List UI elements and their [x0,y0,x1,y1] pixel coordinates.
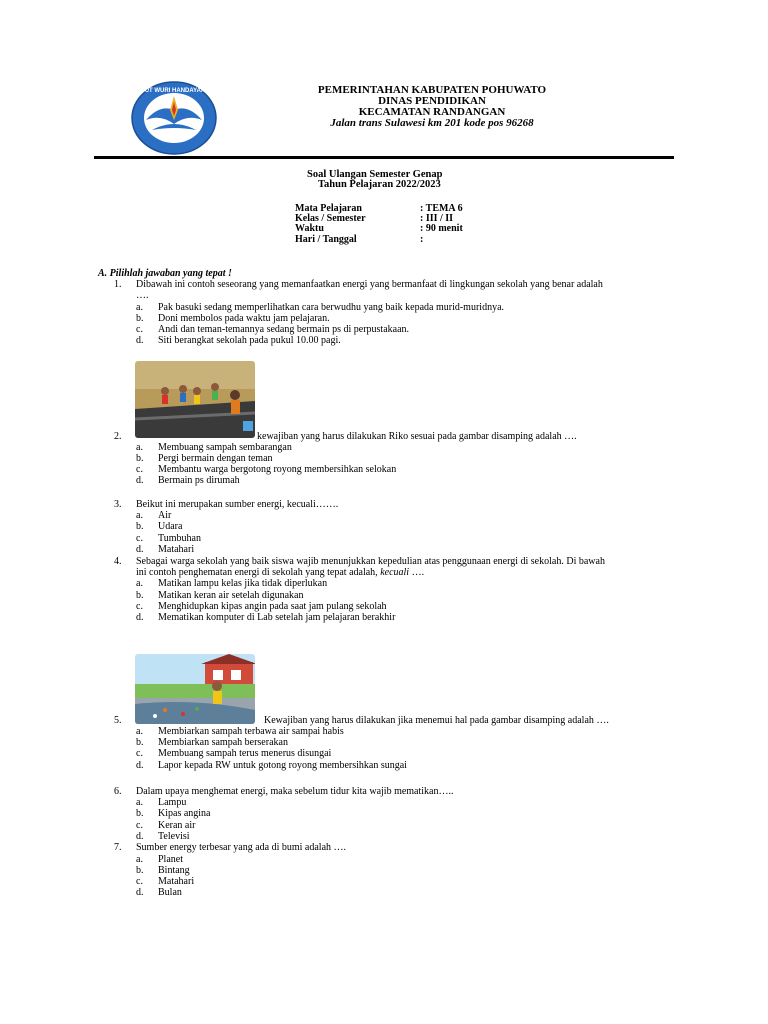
option-text: Matahari [158,544,195,555]
info-label: Waktu [295,223,324,234]
option-letter: a. [136,578,143,589]
info-value: : 90 menit [420,223,463,234]
option-text: Membantu warga bergotong royong membersihkan selokan [158,464,397,475]
option-letter: c. [136,533,143,544]
littered-river-illustration [135,654,255,724]
info-value: : TEMA 6 [420,203,463,214]
option-text: Bulan [158,887,182,898]
option-letter: b. [136,453,144,464]
option-text: Membiarkan sampah terbawa air sampai habis [158,726,344,737]
option-letter: a. [136,302,143,313]
tut-wuri-handayani-logo [130,80,218,156]
option-letter: a. [136,726,143,737]
option-letter: c. [136,748,143,759]
option-text: Mematikan komputer di Lab setelah jam pelajaran berakhir [158,612,396,623]
option-letter: d. [136,887,144,898]
option-text: Bermain ps dirumah [158,475,240,486]
option-text: Lapor kepada RW untuk gotong royong membersihkan sungai [158,760,407,771]
option-letter: d. [136,612,144,623]
option-letter: c. [136,601,143,612]
option-text: Televisi [158,831,190,842]
question-text-emphasis: kecuali [380,567,410,578]
option-letter: d. [136,831,144,842]
option-letter: a. [136,510,143,521]
info-label: Hari / Tanggal [295,234,357,245]
option-letter: b. [136,737,144,748]
option-text: Kipas angina [158,808,211,819]
question-number: 1. [114,279,122,290]
option-text: Menghidupkan kipas angin pada saat jam pulang sekolah [158,601,387,612]
exam-title: Soal Ulangan Semester Genap [307,169,443,180]
question-text: Dibawah ini contoh seseorang yang memanfaatkan energi yang bermanfaat di lingkungan sekolah yang benar adalah [136,279,603,290]
option-text: Planet [158,854,183,865]
question-text-end: …. [411,567,425,578]
option-text: Andi dan teman-temannya sedang bermain ps di perpustakaan. [158,324,410,335]
option-letter: b. [136,865,144,876]
question-text: Sumber energy terbesar yang ada di bumi adalah …. [136,842,347,853]
option-text: Membiarkan sampah berserakan [158,737,288,748]
question-text-part: ini contoh penghematan energi di sekolah yang tepat adalah, [136,567,378,578]
option-letter: d. [136,335,144,346]
option-letter: d. [136,544,144,555]
exam-year: Tahun Pelajaran 2022/2023 [318,179,441,190]
info-label: Mata Pelajaran [295,203,362,214]
option-letter: a. [136,442,143,453]
option-letter: d. [136,760,144,771]
question-text: Beikut ini merupakan sumber energi, kecuali……. [136,499,339,510]
svg-text:TUT WURI HANDAYANI: TUT WURI HANDAYANI [141,88,207,94]
option-letter: a. [136,854,143,865]
option-text: Membuang sampah sembarangan [158,442,292,453]
header-address: Jalan trans Sulawesi km 201 kode pos 96268 [330,117,534,129]
option-text: Udara [158,521,183,532]
option-letter: c. [136,464,143,475]
option-letter: a. [136,797,143,808]
question-text: Kewajiban yang harus dilakukan jika menemui hal pada gambar disamping adalah …. [264,715,609,726]
question-text: Dalam upaya menghemat energi, maka sebelum tidur kita wajib mematikan….. [136,786,454,797]
info-value: : [420,234,424,245]
question-number: 6. [114,786,122,797]
option-letter: b. [136,808,144,819]
option-text: Lampu [158,797,187,808]
option-text: Doni membolos pada waktu jam pelajaran. [158,313,330,324]
info-label: Kelas / Semester [295,213,366,224]
option-letter: c. [136,324,143,335]
option-text: Tumbuhan [158,533,201,544]
question-number: 2. [114,431,122,442]
option-letter: b. [136,590,144,601]
option-letter: b. [136,521,144,532]
question-number: 7. [114,842,122,853]
option-text: Siti berangkat sekolah pada pukul 10.00 pagi. [158,335,341,346]
cleaning-gutter-illustration [135,361,255,438]
info-value: : III / II [420,213,454,224]
header-government: PEMERINTAHAN KABUPATEN POHUWATO [317,84,547,96]
header-district: KECAMATAN RANDANGAN [358,106,506,118]
option-letter: c. [136,820,143,831]
question-text: kewajiban yang harus dilakukan Riko sesuai pada gambar disamping adalah …. [257,431,577,442]
option-text: Keran air [158,820,196,831]
option-text: Matahari [158,876,195,887]
header-divider [94,156,674,159]
header-department: DINAS PENDIDIKAN [378,95,486,107]
option-text: Bintang [158,865,190,876]
option-text: Membuang sampah terus menerus disungai [158,748,332,759]
option-text: Pak basuki sedang memperlihatkan cara berwudhu yang baik kepada murid-muridnya. [158,302,505,313]
option-letter: c. [136,876,143,887]
question-number: 4. [114,556,122,567]
question-text: Sebagai warga sekolah yang baik siswa wajib menunjukkan kepedulian atas penggunaan energi di sekolah. Di bawah [136,556,605,567]
question-number: 3. [114,499,122,510]
option-text: Matikan keran air setelah digunakan [158,590,304,601]
option-text: Air [158,510,172,521]
option-letter: d. [136,475,144,486]
option-text: Pergi bermain dengan teman [158,453,273,464]
question-text-cont: …. [136,290,149,301]
question-number: 5. [114,715,122,726]
section-title: A. Pilihlah jawaban yang tepat ! [98,268,232,279]
option-text: Matikan lampu kelas jika tidak diperlukan [158,578,328,589]
question-text-cont [136,567,424,578]
option-letter: b. [136,313,144,324]
